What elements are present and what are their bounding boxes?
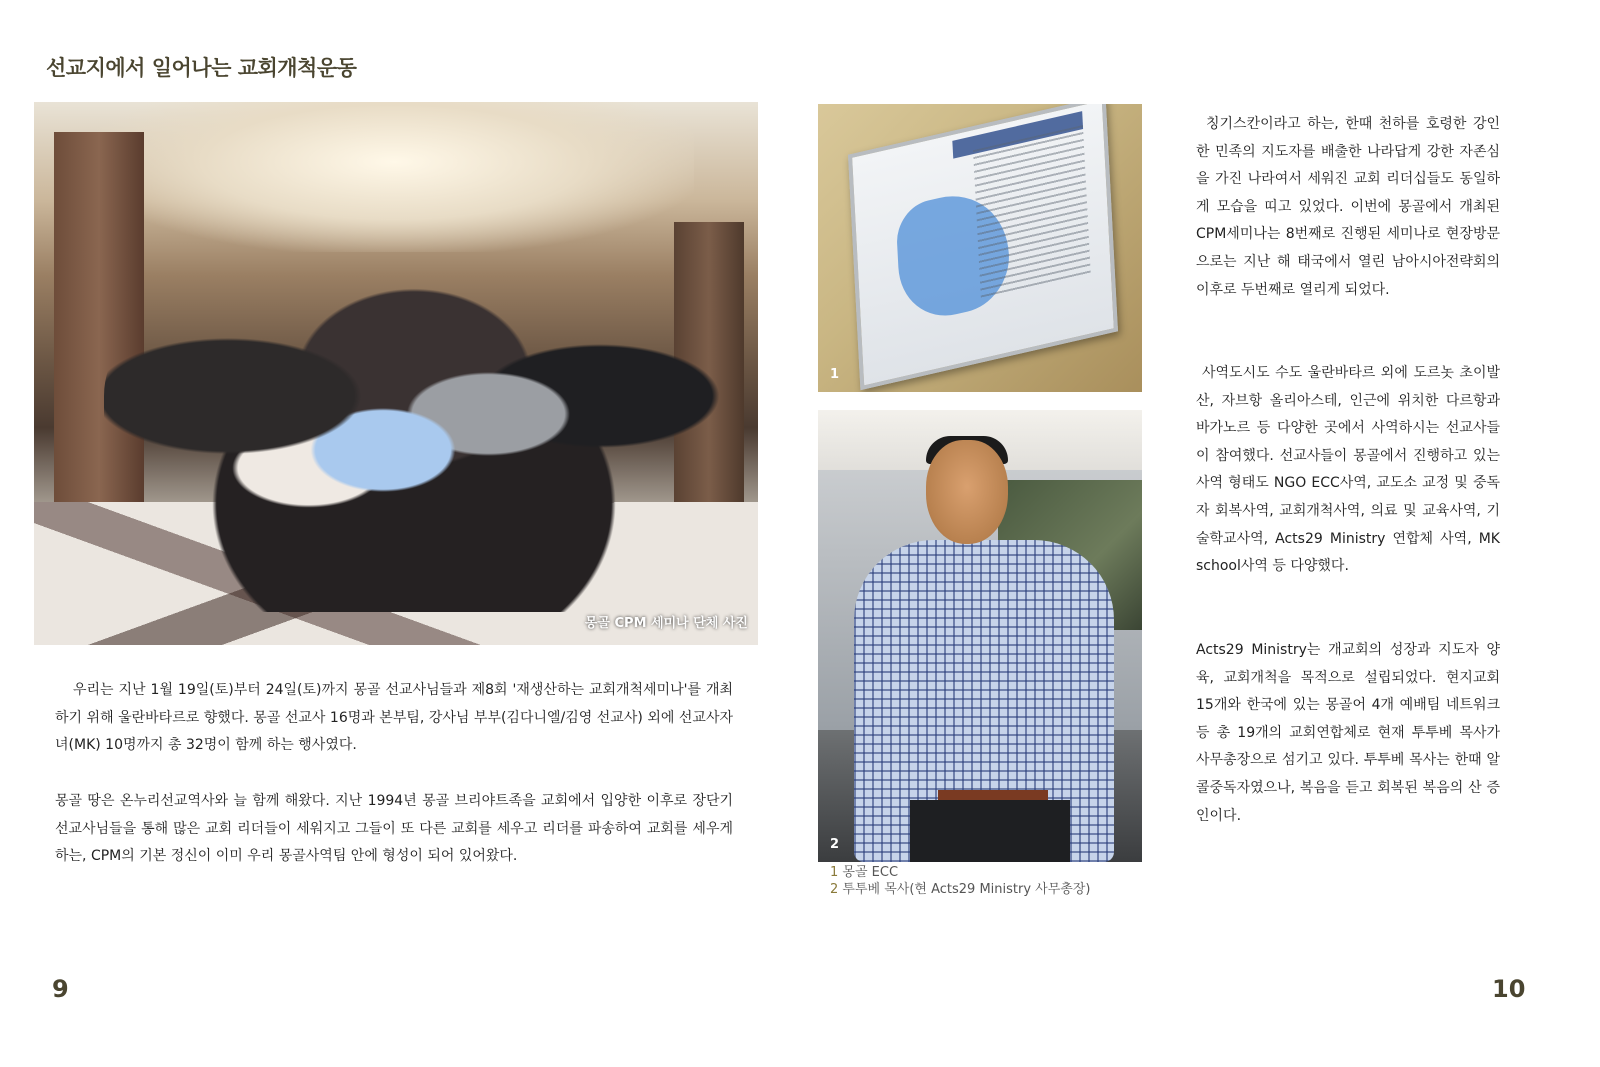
photo-captions: [830, 864, 1091, 898]
photo-number-2: 2: [830, 837, 840, 852]
caption-2-text: 투투베 목사(현 Acts29 Ministry 사무총장): [842, 882, 1091, 897]
photo-number-1: 1: [830, 367, 840, 382]
group-photo: [34, 102, 758, 645]
caption-1-text: 몽골 ECC: [842, 865, 899, 880]
photo-ceiling: [94, 102, 694, 252]
pants: [910, 800, 1070, 862]
pastor-portrait-photo: [818, 410, 1142, 862]
photo-crowd: [104, 252, 724, 612]
belt: [938, 790, 1048, 800]
page-number-left: 9: [52, 975, 69, 1003]
left-paragraph-2: 몽골 땅은 온누리선교역사와 늘 함께 해왔다. 지난 1994년 몽골 브리야트족을 교회에서 입양한 이후로 장단기 선교사님들을 통해 많은 교회 리더들이 세워지고 그들이 또 다른 교회를 세우고 리더를 파송하여 교회를 세우게 하는, CPM의 기본 정신이 이미 우리 몽골사역팀 안에 형성이 되어 있어왔다.: [55, 793, 733, 865]
face: [926, 440, 1008, 544]
right-paragraph-3: Acts29 Ministry는 개교회의 성장과 지도자 양육, 교회개척을 목적으로 설립되었다. 현지교회 15개와 한국에 있는 몽골어 4개 예배팀 네트워크 등 총 19개의 교회연합체로 현재 투투베 목사가 사무총장으로 섬기고 있다. 투투베 목사는 한때 알콜중독자였으나, 복음을 듣고 회복된 복음의 산 증인이다.: [1196, 642, 1500, 824]
group-photo-caption: 몽골 CPM 세미나 단체 사진: [584, 616, 748, 631]
caption-1-number: 1: [830, 865, 839, 880]
ecc-board: [848, 104, 1118, 390]
right-paragraph-2: 사역도시도 수도 울란바타르 외에 도르놋 초이발산, 자브항 올리아스테, 인근에 위치한 다르항과 바가노르 등 다양한 곳에서 사역하시는 선교사들이 참여했다. 선교사들이 몽골에서 진행하고 있는 사역 형태도 NGO ECC사역, 교도소 교정 및 중독자 회복사역, 교회개척사역, 의료 및 교육사역, 기술학교사역, Acts29 Ministry 연합체 사역, MK school사역 등 다양했다.: [1196, 365, 1500, 575]
right-paragraph-1: 칭기스칸이라고 하는, 한때 천하를 호령한 강인한 민족의 지도자를 배출한 나라답게 강한 자존심을 가진 나라여서 세워진 교회 리더십들도 동일하게 모습을 띠고 있었다. 이번에 몽골에서 개최된 CPM세미나는 8번째로 진행된 세미나로 현장방문으로는 지난 해 태국에서 열린 남아시아전략회의 이후로 두번째로 열리게 되었다.: [1196, 116, 1500, 298]
ecc-board-photo: [818, 104, 1142, 392]
article-title: 선교지에서 일어나는 교회개척운동: [46, 56, 357, 80]
caption-1: [830, 864, 1091, 881]
page-number-right: 10: [1492, 975, 1526, 1003]
caption-2-number: 2: [830, 882, 839, 897]
left-paragraph-1: 우리는 지난 1월 19일(토)부터 24일(토)까지 몽골 선교사님들과 제8회 '재생산하는 교회개척세미나'를 개최하기 위해 울란바타르로 향했다. 몽골 선교사 16명과 본부팀, 강사님 부부(김다니엘/김영 선교사) 외에 선교사자녀(MK) 10명까지 총 32명이 함께 하는 행사였다.: [55, 682, 733, 754]
board-text-columns: [973, 125, 1091, 299]
caption-2: [830, 881, 1091, 898]
